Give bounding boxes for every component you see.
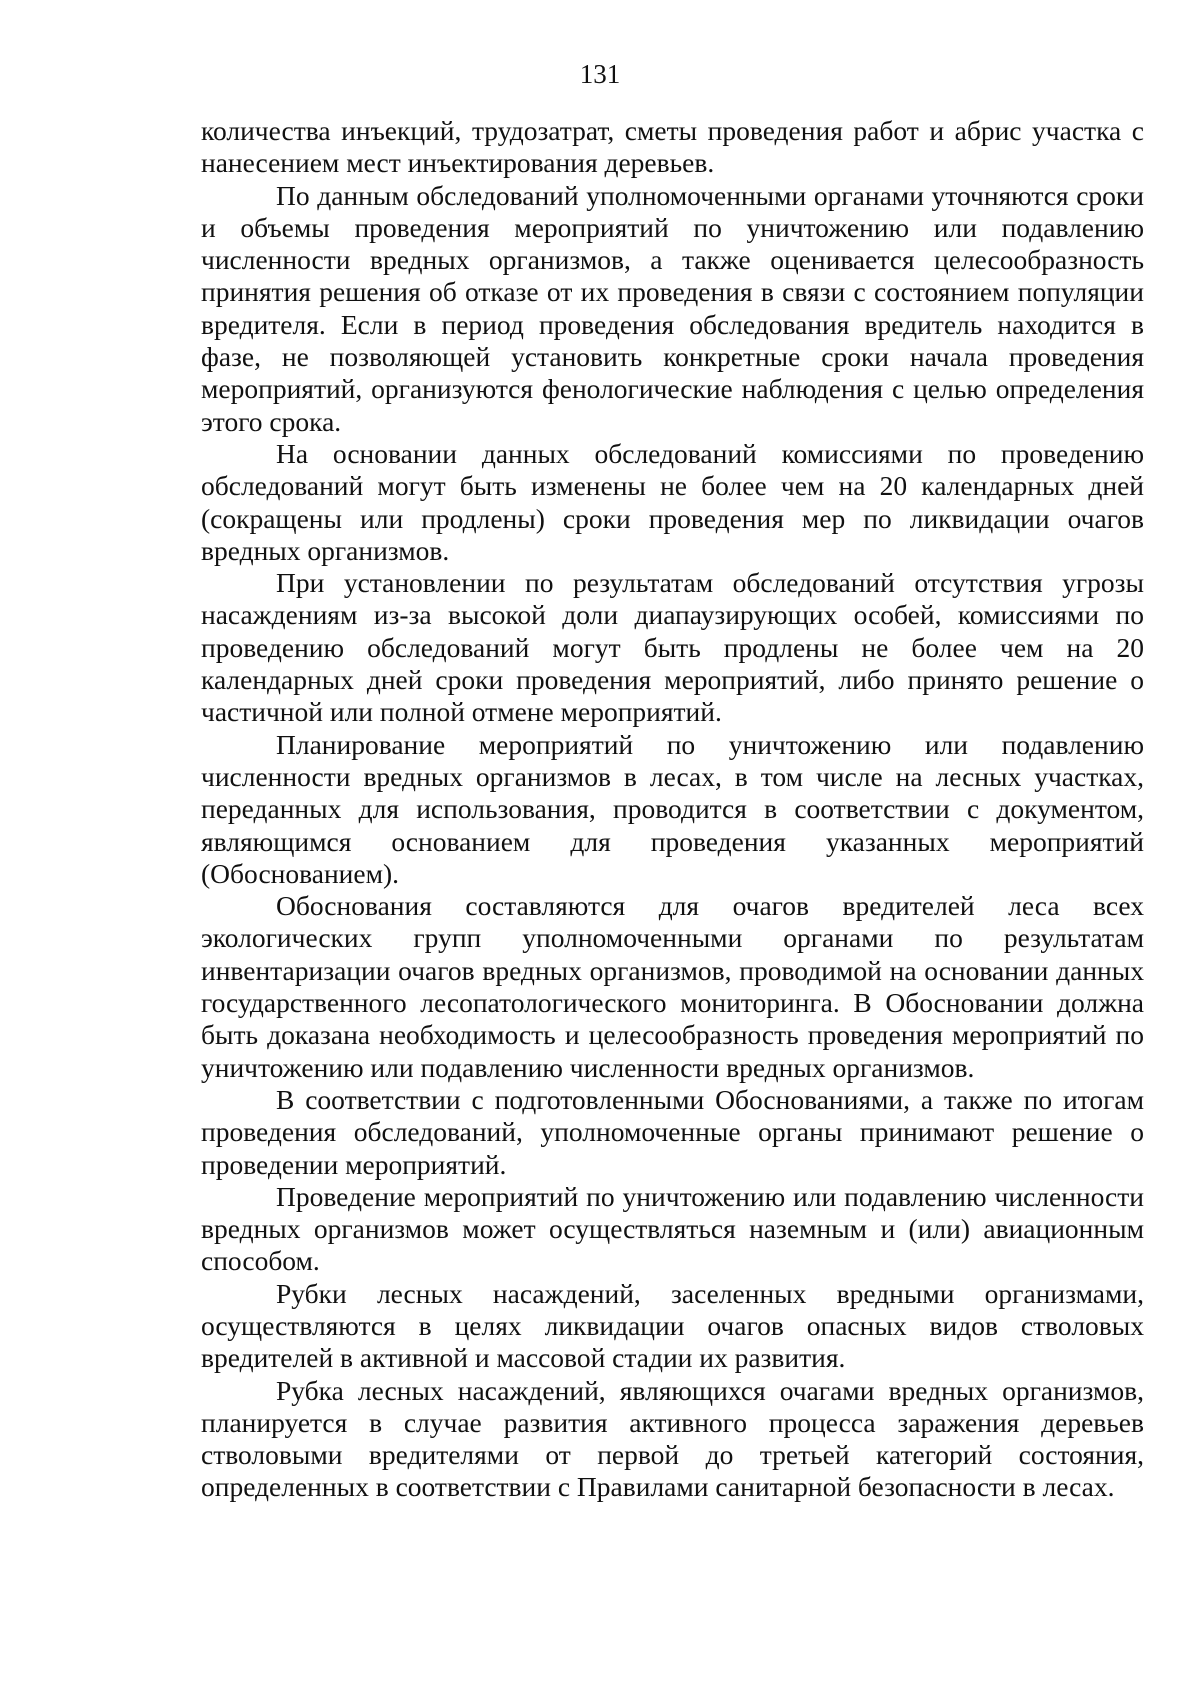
- paragraph: Обоснования составляются для очагов вредителей леса всех экологических групп уполномоченными органами по результатам инвентаризации очагов вредных организмов, проводимой на основании данных государственного лесопатологического мониторинга. В Обосновании должна быть доказана необходимость и целесообразность проведения мероприятий по уничтожению или подавлению численности вредных организмов.: [201, 890, 1144, 1083]
- paragraph: По данным обследований уполномоченными органами уточняются сроки и объемы проведения мероприятий по уничтожению или подавлению численности вредных организмов, а также оценивается целесообразность принятия решения об отказе от их проведения в связи с состоянием популяции вредителя. Если в период проведения обследования вредитель находится в фазе, не позволяющей установить конкретные сроки начала проведения мероприятий, организуются фенологические наблюдения с целью определения этого срока.: [201, 179, 1144, 437]
- paragraph: Проведение мероприятий по уничтожению или подавлению численности вредных организмов может осуществляться наземным и (или) авиационным способом.: [201, 1180, 1144, 1277]
- document-body: [201, 115, 1144, 1504]
- page-number: 131: [579, 59, 621, 89]
- paragraph: На основании данных обследований комиссиями по проведению обследований могут быть изменены не более чем на 20 календарных дней (сокращены или продлены) сроки проведения мер по ликвидации очагов вредных организмов.: [201, 437, 1144, 566]
- paragraph: При установлении по результатам обследований отсутствия угрозы насаждениям из-за высокой доли диапаузирующих особей, комиссиями по проведению обследований могут быть продлены не более чем на 20 календарных дней сроки проведения мероприятий, либо принято решение о частичной или полной отмене мероприятий.: [201, 567, 1144, 728]
- paragraph: Планирование мероприятий по уничтожению или подавлению численности вредных организмов в лесах, в том числе на лесных участках, переданных для использования, проводится в соответствии с документом, являющимся основанием для проведения указанных мероприятий (Обоснованием).: [201, 728, 1144, 889]
- paragraph: Рубка лесных насаждений, являющихся очагами вредных организмов, планируется в случае развития активного процесса заражения деревьев стволовыми вредителями от первой до третьей категорий состояния, определенных в соответствии с Правилами санитарной безопасности в лесах.: [201, 1374, 1144, 1503]
- paragraph: В соответствии с подготовленными Обоснованиями, а также по итогам проведения обследований, уполномоченные органы принимают решение о проведении мероприятий.: [201, 1083, 1144, 1180]
- paragraph-continuation: количества инъекций, трудозатрат, сметы проведения работ и абрис участка с нанесением мест инъектирования деревьев.: [201, 115, 1144, 179]
- paragraph: Рубки лесных насаждений, заселенных вредными организмами, осуществляются в целях ликвидации очагов опасных видов стволовых вредителей в активной и массовой стадии их развития.: [201, 1277, 1144, 1374]
